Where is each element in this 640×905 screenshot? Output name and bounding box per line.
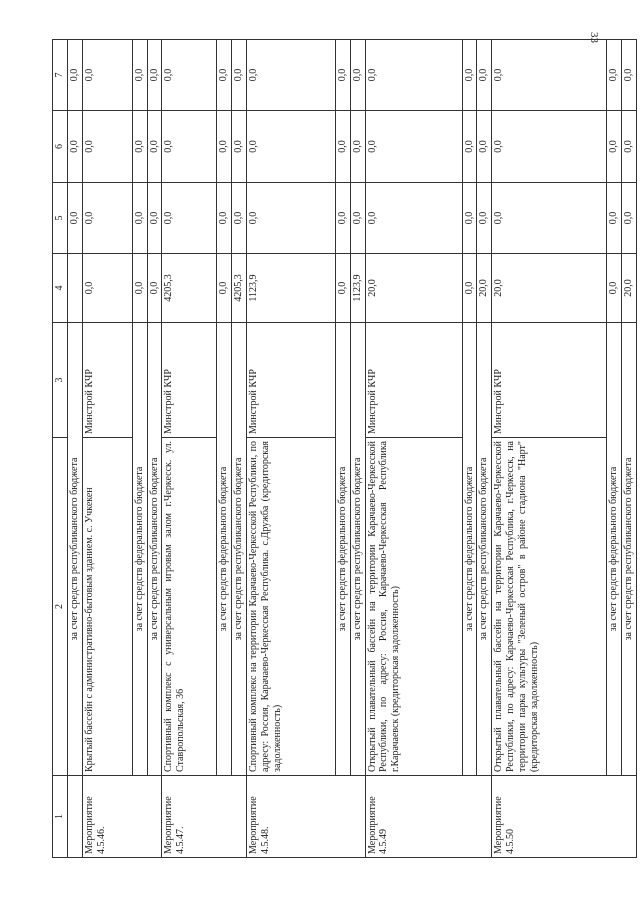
value-cell: 0,0 — [607, 254, 622, 323]
value-cell: 0,0 — [246, 111, 335, 183]
header-row — [53, 40, 68, 858]
value-cell: 0,0 — [350, 183, 365, 254]
measure-code: Мероприятие 4.5.46. — [82, 776, 162, 858]
value-cell: 0,0 — [246, 183, 335, 254]
value-cell: 0,0 — [82, 183, 132, 254]
value-cell: 0,0 — [477, 111, 492, 183]
table-body — [53, 40, 637, 858]
value-cell: 0,0 — [607, 111, 622, 183]
col-header-5: 5 — [53, 183, 68, 254]
federal-funding-row — [462, 40, 477, 858]
empty-cell — [68, 776, 83, 858]
republic-funding-row — [350, 40, 365, 858]
value-cell: 0,0 — [365, 40, 462, 111]
value-cell: 4205,3 — [162, 254, 217, 323]
value-cell: 0,0 — [68, 40, 83, 111]
top-republic-row — [68, 40, 83, 858]
col-header-3: 3 — [53, 323, 68, 438]
value-cell: 0,0 — [232, 183, 247, 254]
funding-label: за счет средств республиканского бюджета — [232, 323, 247, 776]
value-cell: 0,0 — [607, 40, 622, 111]
value-cell: 0,0 — [132, 111, 147, 183]
republic-funding-row — [147, 40, 162, 858]
funding-label: за счет средств федерального бюджета — [217, 323, 232, 776]
funding-label: за счет средств республиканского бюджета — [621, 323, 636, 776]
funding-label: за счет средств республиканского бюджета — [147, 323, 162, 776]
value-cell: 0,0 — [607, 183, 622, 254]
value-cell: 0,0 — [82, 111, 132, 183]
measure-code: Мероприятие 4.5.48. — [246, 776, 365, 858]
value-cell: 0,0 — [335, 183, 350, 254]
value-cell: 20,0 — [492, 254, 607, 323]
value-cell: 0,0 — [217, 254, 232, 323]
executor: Минстрой КЧР — [365, 323, 462, 438]
federal-funding-row — [132, 40, 147, 858]
value-cell: 0,0 — [365, 183, 462, 254]
measure-row — [365, 40, 462, 858]
col-header-6: 6 — [53, 111, 68, 183]
executor: Минстрой КЧР — [246, 323, 335, 438]
funding-label: за счет средств федерального бюджета — [462, 323, 477, 776]
measure-code: Мероприятие 4.5.50 — [492, 776, 637, 858]
col-header-2: 2 — [53, 438, 68, 776]
value-cell: 1123,9 — [246, 254, 335, 323]
measure-name: Крытый бассейн с административно-бытовым зданием. с. Учкекен — [82, 438, 132, 776]
col-header-7: 7 — [53, 40, 68, 111]
funding-label: за счет средств республиканского бюджета — [477, 323, 492, 776]
rotated-table-wrapper — [52, 40, 634, 858]
page-number: 33 — [588, 32, 600, 43]
value-cell: 0,0 — [365, 111, 462, 183]
funding-label: за счет средств федерального бюджета — [132, 323, 147, 776]
funding-label: за счет средств федерального бюджета — [607, 323, 622, 776]
republic-funding-row — [232, 40, 247, 858]
funding-label: за счет средств федерального бюджета — [335, 323, 350, 776]
value-cell: 0,0 — [621, 111, 636, 183]
value-cell: 0,0 — [82, 254, 132, 323]
document-page — [52, 40, 634, 858]
value-cell: 0,0 — [217, 183, 232, 254]
measure-row — [162, 40, 217, 858]
value-cell: 0,0 — [147, 254, 162, 323]
value-cell: 20,0 — [621, 254, 636, 323]
executor: Минстрой КЧР — [162, 323, 217, 438]
measure-name: Спортивный комплекс с универсальным игровым залом г.Черкесск. ул. Ставропольская, 36 — [162, 438, 217, 776]
value-cell: 0,0 — [132, 254, 147, 323]
value-cell: 0,0 — [162, 40, 217, 111]
value-cell: 4205,3 — [232, 254, 247, 323]
value-cell: 0,0 — [132, 40, 147, 111]
value-cell: 0,0 — [217, 111, 232, 183]
funding-label: за счет средств республиканского бюджета — [68, 323, 83, 776]
measure-code: Мероприятие 4.5.49 — [365, 776, 492, 858]
col-header-4: 4 — [53, 254, 68, 323]
measure-row — [246, 40, 335, 858]
value-cell: 0,0 — [492, 183, 607, 254]
value-cell: 0,0 — [68, 183, 83, 254]
value-cell: 0,0 — [162, 111, 217, 183]
value-cell: 0,0 — [147, 111, 162, 183]
value-cell: 0,0 — [217, 40, 232, 111]
measure-row — [82, 40, 132, 858]
value-cell: 0,0 — [82, 40, 132, 111]
value-cell: 0,0 — [335, 111, 350, 183]
republic-funding-row — [477, 40, 492, 858]
value-cell: 0,0 — [462, 183, 477, 254]
value-cell: 0,0 — [335, 254, 350, 323]
funding-label: за счет средств республиканского бюджета — [350, 323, 365, 776]
measure-code: Мероприятие 4.5.47. — [162, 776, 247, 858]
value-cell: 0,0 — [162, 183, 217, 254]
value-cell: 0,0 — [492, 40, 607, 111]
value-cell: 0,0 — [462, 111, 477, 183]
value-cell: 0,0 — [232, 111, 247, 183]
program-table — [52, 39, 637, 858]
executor: Минстрой КЧР — [492, 323, 607, 438]
value-cell: 0,0 — [621, 40, 636, 111]
value-cell: 0,0 — [132, 183, 147, 254]
value-cell: 0,0 — [350, 40, 365, 111]
col-header-1: 1 — [53, 776, 68, 858]
measure-name: Открытый плавательный бассейн на территории Карачаево-Черкесской Республики, по адресу: Россия, Карачаево-Черкесская Республика г.Карачаевск (кредиторская задолженность) — [365, 438, 462, 776]
value-cell: 20,0 — [477, 254, 492, 323]
measure-row — [492, 40, 607, 858]
value-cell: 0,0 — [68, 111, 83, 183]
measure-name: Открытый плавательный бассейн на территории Карачаево-Черкесской Республики, по адресу: Карачаево-Черкесская Республика, г.Черкесск, на территории парка культуры "Зеленый остров" в районе стадиона "Нарт" (кредиторская задолженность) — [492, 438, 607, 776]
value-cell: 0,0 — [477, 183, 492, 254]
value-cell: 0,0 — [621, 183, 636, 254]
federal-funding-row — [335, 40, 350, 858]
value-cell: 0,0 — [232, 40, 247, 111]
federal-funding-row — [217, 40, 232, 858]
value-cell: 0,0 — [492, 111, 607, 183]
value-cell: 0,0 — [477, 40, 492, 111]
measure-name: Спортивный комплекс на территории Карачаево-Черкесской Республики, по адресу: Россия, Карачаево-Черкесская Республика. с.Дружба (кредиторская задолженность) — [246, 438, 335, 776]
value-cell: 20,0 — [365, 254, 462, 323]
value-cell — [68, 254, 83, 323]
value-cell: 0,0 — [350, 111, 365, 183]
value-cell: 0,0 — [335, 40, 350, 111]
federal-funding-row — [607, 40, 622, 858]
value-cell: 0,0 — [462, 40, 477, 111]
executor: Минстрой КЧР — [82, 323, 132, 438]
value-cell: 1123,9 — [350, 254, 365, 323]
value-cell: 0,0 — [246, 40, 335, 111]
republic-funding-row — [621, 40, 636, 858]
value-cell: 0,0 — [462, 254, 477, 323]
value-cell: 0,0 — [147, 40, 162, 111]
value-cell: 0,0 — [147, 183, 162, 254]
